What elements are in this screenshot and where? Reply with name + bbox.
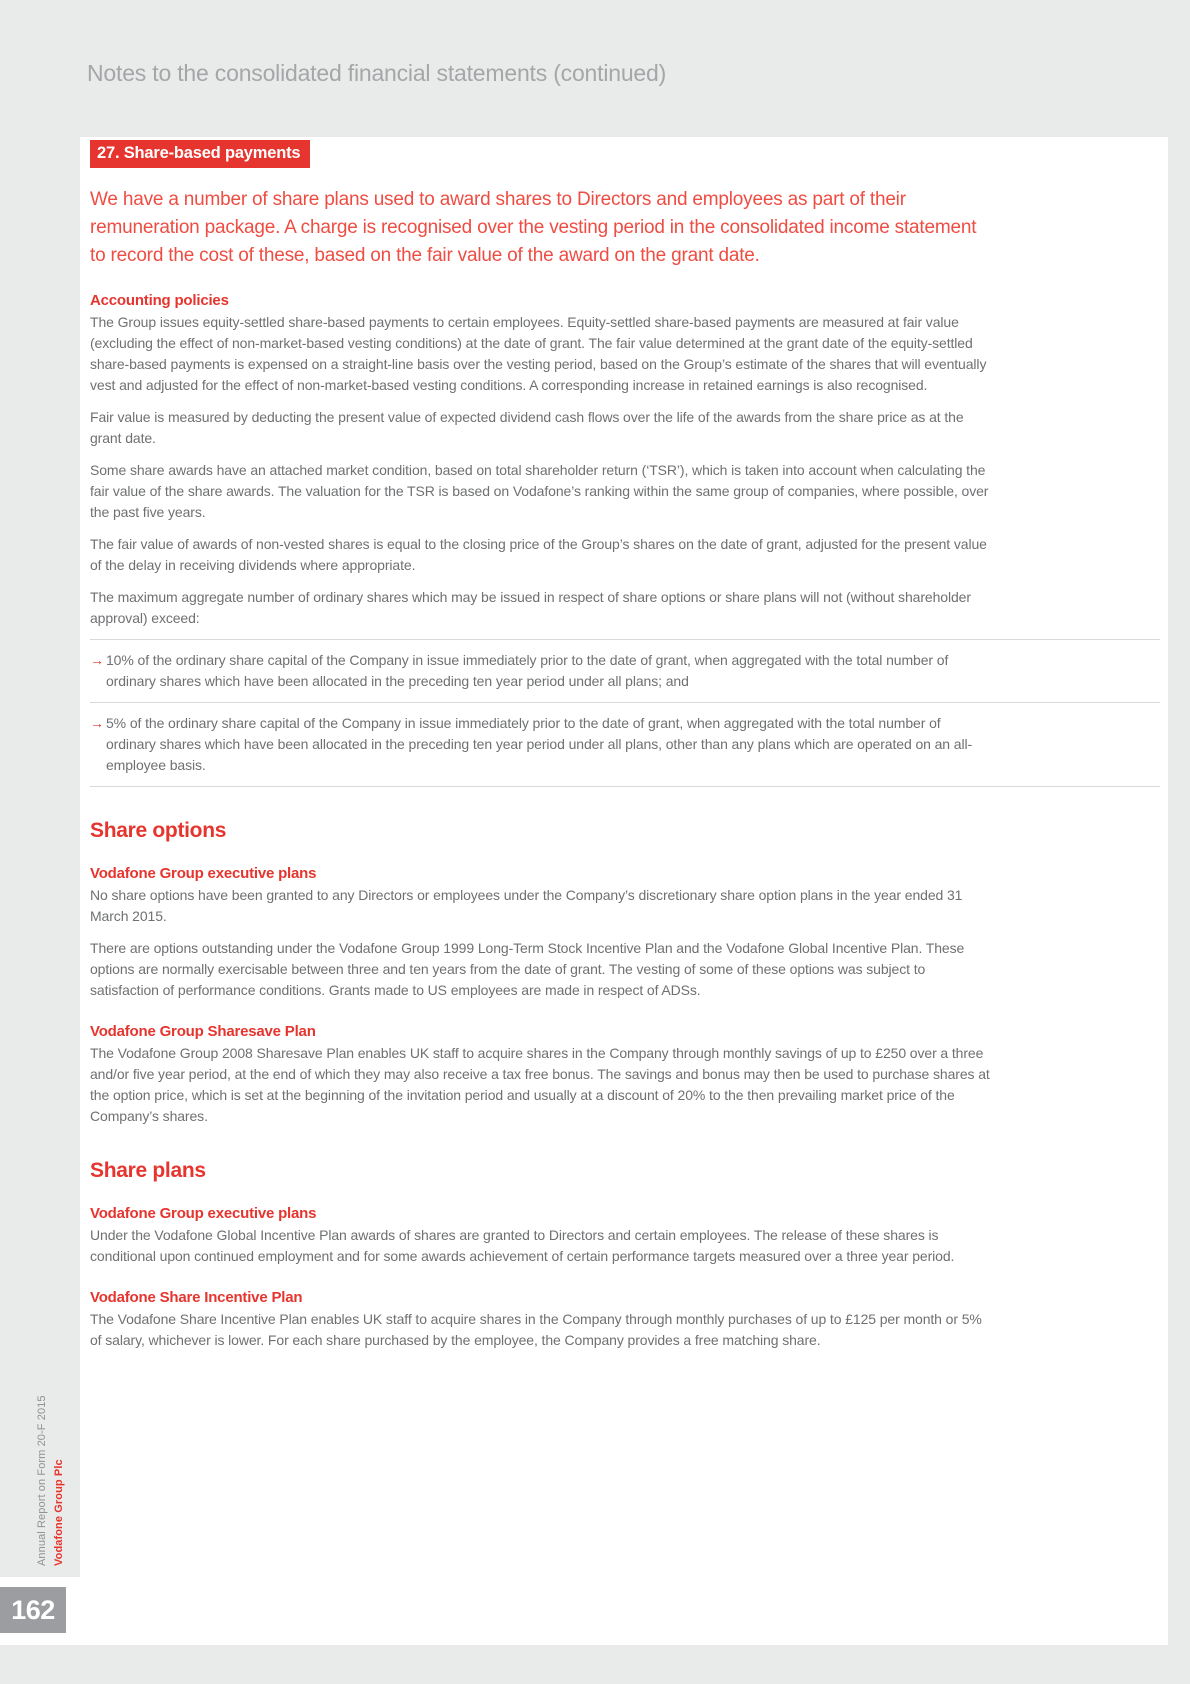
right-margin-strip bbox=[1168, 137, 1190, 1645]
section-heading-share-options: Share options bbox=[90, 819, 227, 842]
accounting-paragraph: The fair value of awards of non-vested shares is equal to the closing price of the Group’s shares on the date of grant, adjusted for the present value of the delay in receiving dividends where appropriate. bbox=[90, 536, 987, 573]
bullet-text: 10% of the ordinary share capital of the Company in issue immediately prior to the date of grant, when aggregated with the total number of ordinary shares which have been allocated in the preceding ten year period under all plans; and bbox=[106, 652, 949, 689]
arrow-right-icon: → bbox=[90, 715, 104, 731]
note-content bbox=[82, 137, 1168, 1362]
sidebar-brand: Vodafone Group Plc bbox=[53, 1459, 65, 1566]
page-number-badge: 162 bbox=[0, 1587, 66, 1633]
section-paragraph: The Vodafone Group 2008 Sharesave Plan enables UK staff to acquire shares in the Company through monthly savings of up to £250 over a three and/or five year period, at the end of which they may also receive a tax free bonus. The savings and bonus may then be used to purchase shares at the option price, which is set at the beginning of the invitation period and usually at a discount of 20% to the then prevailing market price of the Company’s shares. bbox=[90, 1045, 990, 1124]
accounting-policies-heading: Accounting policies bbox=[90, 292, 229, 309]
accounting-paragraph: Some share awards have an attached market condition, based on total shareholder return (‘TSR’), which is taken into account when calculating the fair value of the share awards. The valuation for the TSR is based on Vodafone’s ranking within the same group of companies, where possible, over the past five years. bbox=[90, 462, 989, 520]
bullet-text: 5% of the ordinary share capital of the Company in issue immediately prior to the date of grant, when aggregated with the total number of ordinary shares which have been allocated in the preceding ten year period under all plans, other than any plans which are operated on an all-employee basis. bbox=[106, 715, 973, 773]
limits-bullet-list bbox=[90, 639, 1160, 787]
subsection-heading-executive-plans: Vodafone Group executive plans bbox=[90, 1205, 317, 1222]
bullet-item bbox=[90, 703, 1160, 787]
left-margin-strip bbox=[0, 137, 80, 1577]
subsection-heading-share-incentive-plan: Vodafone Share Incentive Plan bbox=[90, 1289, 303, 1306]
accounting-paragraph: Fair value is measured by deducting the present value of expected dividend cash flows over the life of the awards from the share price as at the grant date. bbox=[90, 409, 964, 446]
page-footer-band bbox=[0, 1645, 1190, 1684]
bullet-item bbox=[90, 640, 1160, 703]
section-paragraph: The Vodafone Share Incentive Plan enables UK staff to acquire shares in the Company through monthly purchases of up to £125 per month or 5% of salary, whichever is lower. For each share purchased by the employee, the Company provides a free matching share. bbox=[90, 1311, 982, 1348]
section-paragraph: Under the Vodafone Global Incentive Plan awards of shares are granted to Directors and certain employees. The release of these shares is conditional upon continued employment and for some awards achievement of certain performance targets measured over a three year period. bbox=[90, 1227, 955, 1264]
section-paragraph: No share options have been granted to any Directors or employees under the Company’s discretionary share option plans in the year ended 31 March 2015. bbox=[90, 887, 963, 924]
accounting-paragraph: The Group issues equity-settled share-based payments to certain employees. Equity-settled share-based payments are measured at fair value (excluding the effect of non-market-based vesting conditions) at the date of grant. The fair value determined at the grant date of the equity-settled share-based payments is expensed on a straight-line basis over the vesting period, based on the Group’s estimate of the shares that will eventually vest and adjusted for the effect of non-market-based vesting conditions. A corresponding increase in retained earnings is also recognised. bbox=[90, 314, 987, 393]
running-header: Notes to the consolidated financial statements (continued) bbox=[87, 60, 667, 86]
note-intro: We have a number of share plans used to award shares to Directors and employees as part of their remuneration package. A charge is recognised over the vesting period in the consolidated income statement to record the cost of these, based on the fair value of the award on the grant date. bbox=[90, 189, 977, 266]
note-title-badge: 27. Share-based payments bbox=[90, 140, 310, 168]
sidebar-report-title: Annual Report on Form 20-F 2015 bbox=[36, 1395, 48, 1566]
subsection-heading-executive-plans: Vodafone Group executive plans bbox=[90, 865, 317, 882]
subsection-heading-sharesave-plan: Vodafone Group Sharesave Plan bbox=[90, 1023, 316, 1040]
accounting-paragraph: The maximum aggregate number of ordinary shares which may be issued in respect of share options or share plans will not (without shareholder approval) exceed: bbox=[90, 589, 971, 626]
section-paragraph: There are options outstanding under the Vodafone Group 1999 Long-Term Stock Incentive Plan and the Vodafone Global Incentive Plan. These options are normally exercisable between three and ten years from the date of grant. The vesting of some of these options was subject to satisfaction of performance conditions. Grants made to US employees are made in respect of ADSs. bbox=[90, 940, 965, 998]
section-heading-share-plans: Share plans bbox=[90, 1159, 206, 1182]
arrow-right-icon: → bbox=[90, 652, 104, 668]
